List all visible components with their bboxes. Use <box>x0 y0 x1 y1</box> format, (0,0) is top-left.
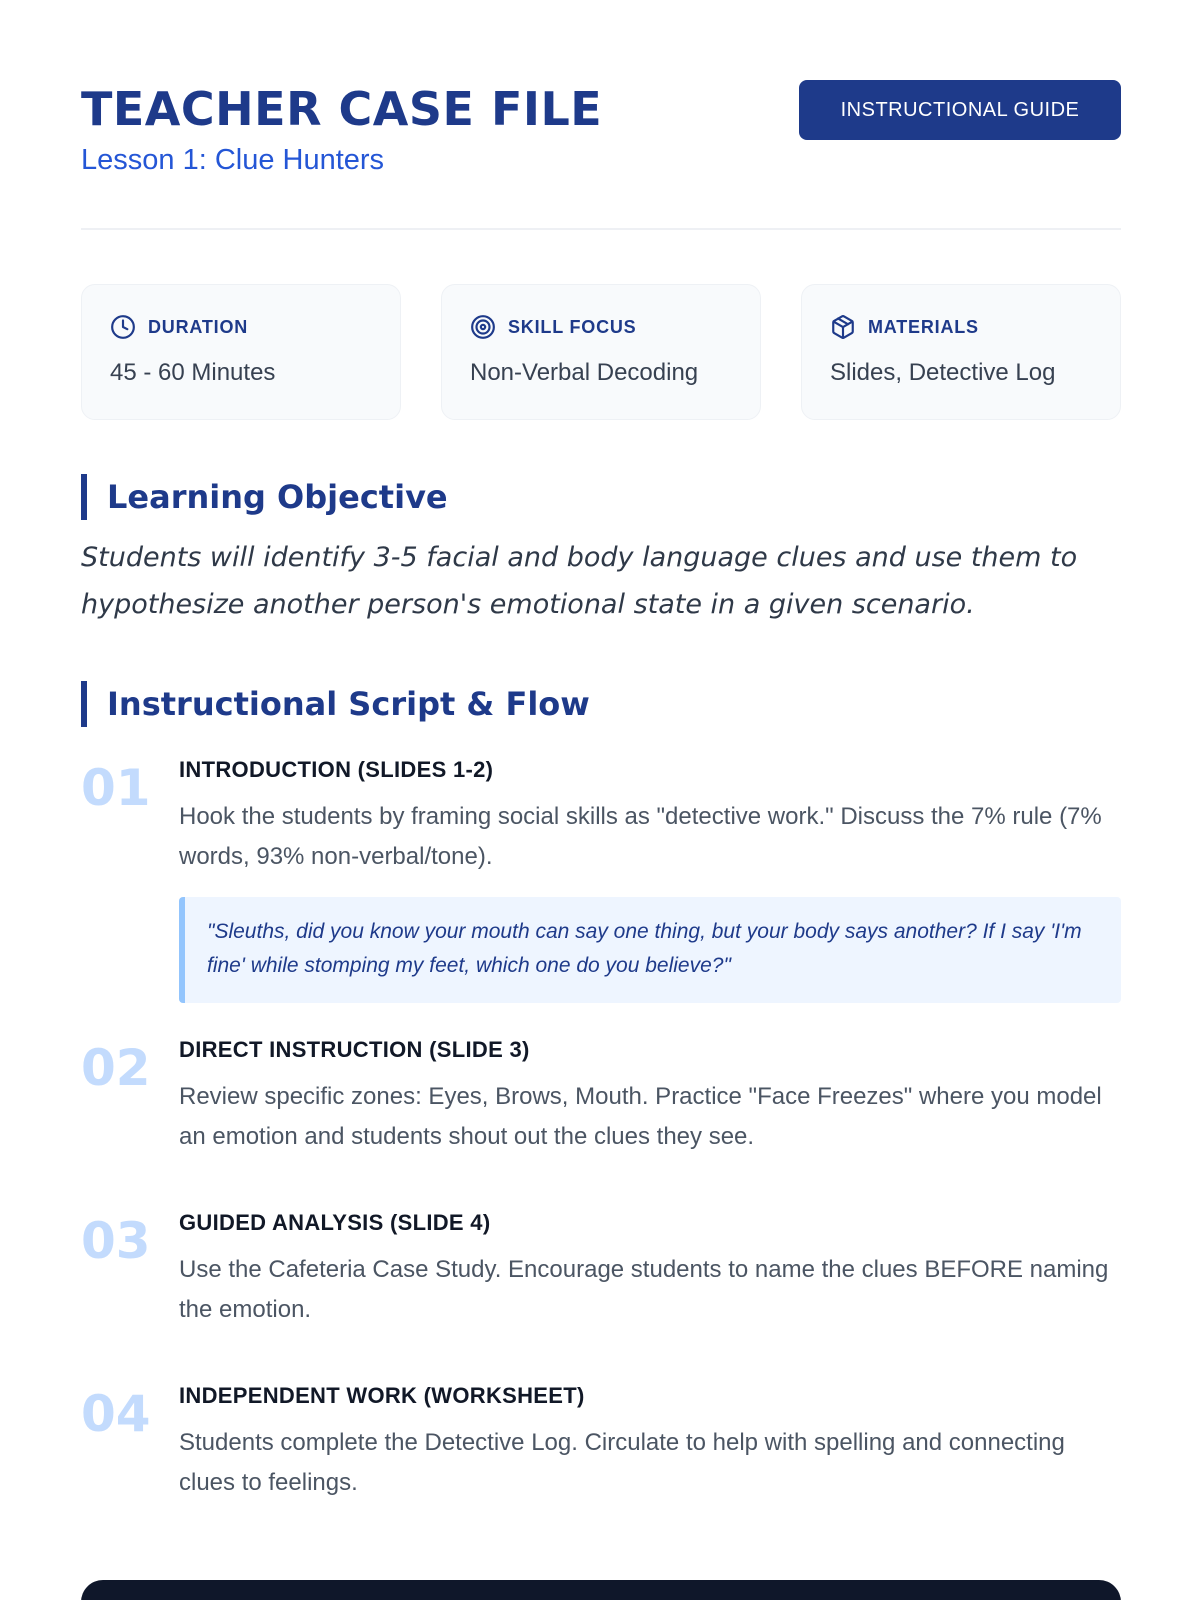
step-heading: INDEPENDENT WORK (WORKSHEET) <box>179 1383 585 1408</box>
duration-card <box>81 284 401 420</box>
teacher-script-quote: "Sleuths, did you know your mouth can say one thing, but your body says another? If I say 'I'm fine' while stomping my feet, which one do you believe?" <box>179 897 1121 1003</box>
box-icon <box>830 314 856 340</box>
step-heading: INTRODUCTION (SLIDES 1-2) <box>179 757 494 782</box>
duration-card-head <box>110 313 372 341</box>
step-body <box>179 1208 1121 1330</box>
instructional-script-heading <box>81 681 590 727</box>
duration-value: 45 - 60 Minutes <box>110 359 276 386</box>
materials-card-head <box>830 313 1092 341</box>
step-body <box>179 755 1121 1003</box>
clock-icon <box>110 314 136 340</box>
step-number: 03 <box>81 1212 151 1270</box>
step-heading: GUIDED ANALYSIS (SLIDE 4) <box>179 1210 491 1235</box>
lesson-subtitle: Lesson 1: Clue Hunters <box>81 144 385 176</box>
duration-label: DURATION <box>148 316 249 337</box>
step-body <box>179 1381 1121 1503</box>
materials-label: MATERIALS <box>868 316 979 337</box>
footer-bar <box>81 1580 1121 1600</box>
materials-value: Slides, Detective Log <box>830 359 1056 386</box>
section-accent-bar <box>81 474 87 520</box>
section-accent-bar <box>81 681 87 727</box>
learning-objective-text: Students will identify 3-5 facial and body language clues and use them to hypothesize another person's emotional state in a given scenario. <box>81 542 1078 620</box>
lesson-info-cards <box>81 284 1121 420</box>
step-description: Review specific zones: Eyes, Brows, Mouth. Practice "Face Freezes" where you model an emotion and students shout out the clues they see. <box>179 1083 1102 1150</box>
step-number: 01 <box>81 759 151 817</box>
instructional-guide-button[interactable]: INSTRUCTIONAL GUIDE <box>799 80 1121 140</box>
instructional-script-title: Instructional Script & Flow <box>107 685 590 723</box>
step-description: Hook the students by framing social skills as "detective work." Discuss the 7% rule (7% words, 93% non-verbal/tone). <box>179 803 1102 870</box>
step-number: 04 <box>81 1385 151 1443</box>
skill-focus-value: Non-Verbal Decoding <box>470 359 699 386</box>
skill-focus-card <box>441 284 761 420</box>
step-number: 02 <box>81 1039 151 1097</box>
materials-card <box>801 284 1121 420</box>
step-description: Use the Cafeteria Case Study. Encourage students to name the clues BEFORE naming the emotion. <box>179 1256 1109 1323</box>
step-description: Students complete the Detective Log. Circulate to help with spelling and connecting clues to feelings. <box>179 1429 1065 1496</box>
skill-focus-card-head <box>470 313 732 341</box>
document-header <box>81 80 1121 230</box>
skill-focus-label: SKILL FOCUS <box>508 316 637 337</box>
step-body <box>179 1035 1121 1157</box>
learning-objective-title: Learning Objective <box>107 478 448 516</box>
target-icon <box>470 314 496 340</box>
learning-objective-heading <box>81 474 448 520</box>
page-title: TEACHER CASE FILE <box>81 82 603 136</box>
step-heading: DIRECT INSTRUCTION (SLIDE 3) <box>179 1037 530 1062</box>
